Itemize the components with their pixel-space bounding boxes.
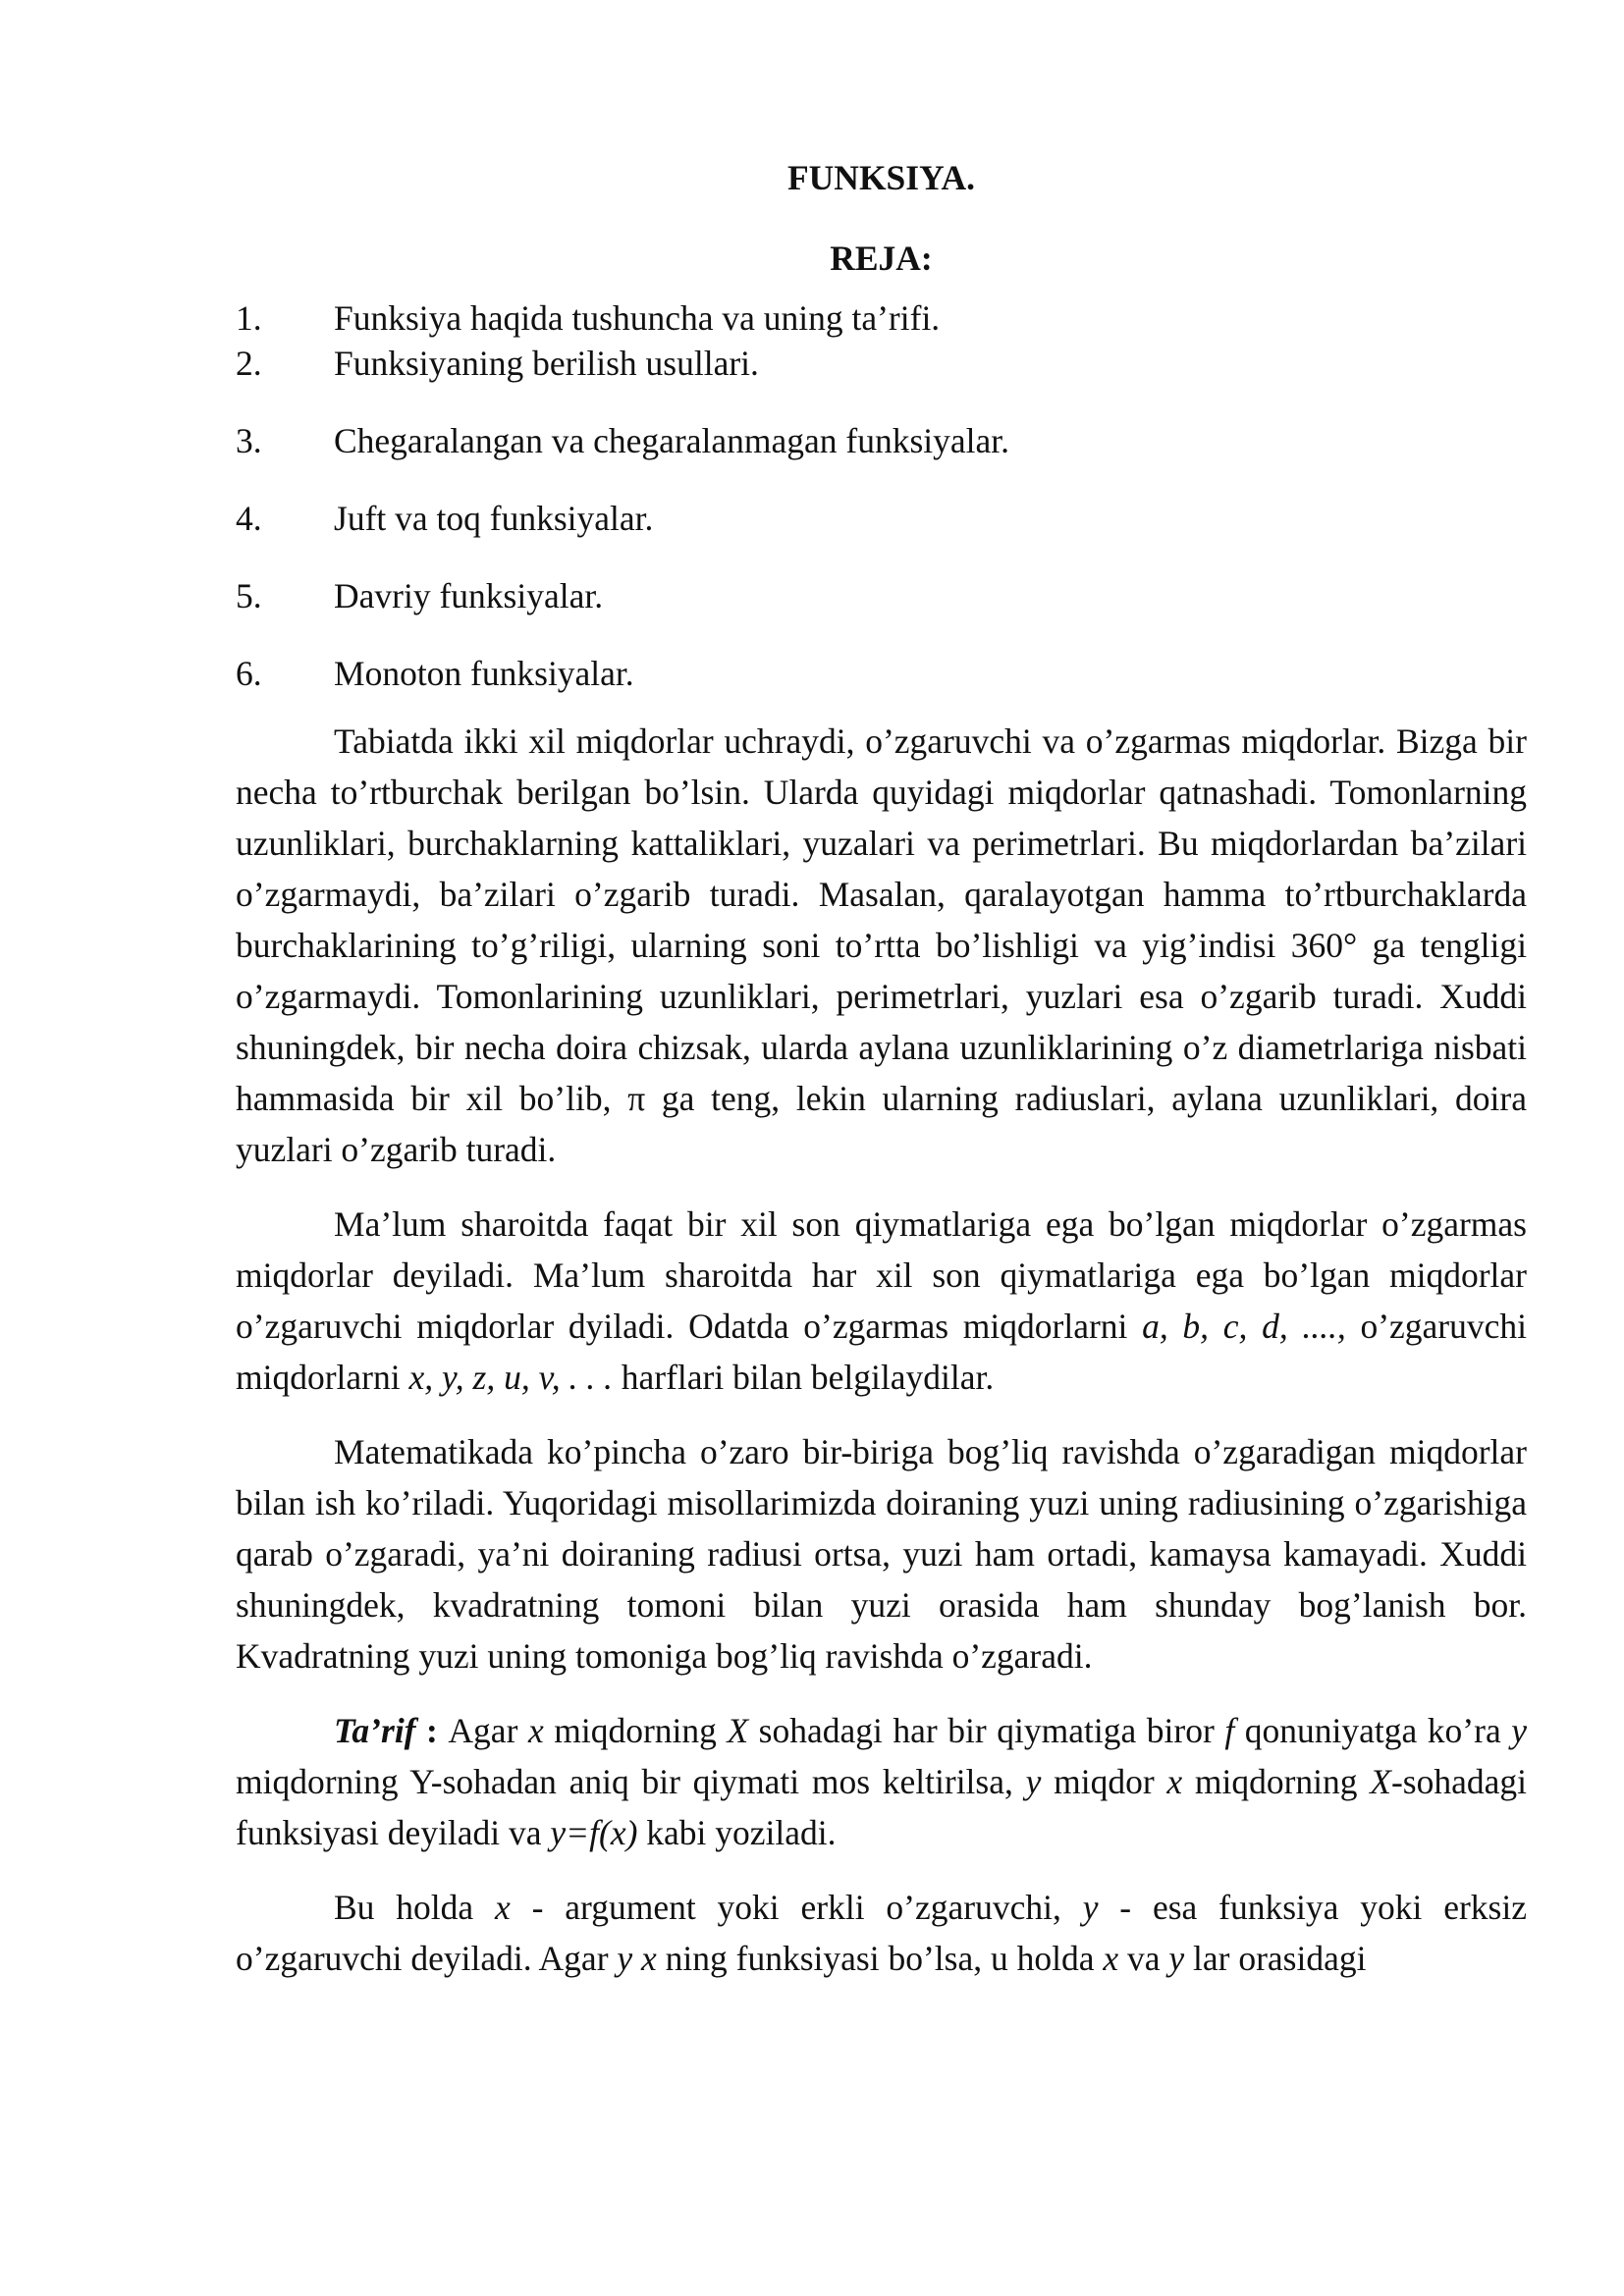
text-run: Ma’lum sharoitda faqat bir xil son qiymatlariga ega bo’lgan miqdorlar o’zgarmas miqdorlar deyiladi. Ma’lum sharoitda har xil son qiymatlariga ega bo’lgan miqdorlar o’zgaruvchi miqdorlar dyiladi. Odatda o’zgarmas miqdorlarni — [236, 1204, 1527, 1346]
var-x: x — [641, 1939, 657, 1978]
list-number: 4. — [236, 499, 262, 538]
list-number: 2. — [236, 344, 262, 383]
definition-label: Ta’rif — [334, 1711, 416, 1750]
list-text: Monoton funksiyalar. — [334, 654, 634, 693]
var-x: x — [495, 1888, 511, 1927]
text-run: Agar — [448, 1711, 528, 1750]
list-number: 6. — [236, 654, 262, 693]
page-title: FUNKSIYA. — [786, 158, 976, 197]
text-run: miqdorning — [1182, 1762, 1371, 1801]
var-y: y — [617, 1939, 633, 1978]
paragraph-dependence: Matematikada ko’pincha o’zaro bir-biriga bog’liq ravishda o’zgaradigan miqdorlar bilan ish ko’riladi. Yuqoridagi misollarimizda doiraning yuzi uning radiusining o’zgarishiga qarab o’zgaradi, ya’ni doiraning radiusi ortsa, yuzi ham ortadi, kamaysa kamayadi. Xuddi shuningdek, kvadratning tomoni bilan yuzi orasida ham shunday bog’lanish bor. Kvadratning yuzi uning tomoniga bog’liq ravishda o’zgaradi. — [236, 1432, 1527, 1676]
var-x: x — [1166, 1762, 1183, 1801]
list-number: 1. — [236, 298, 262, 338]
list-text: Chegaralangan va chegaralanmagan funksiyalar. — [334, 421, 1009, 460]
var-y: y — [1511, 1711, 1528, 1750]
text-run: miqdor — [1041, 1762, 1167, 1801]
var-x: x — [527, 1711, 544, 1750]
plan-list — [236, 295, 1527, 696]
var-X: X — [727, 1711, 749, 1750]
paragraph-constants — [236, 1199, 1527, 1403]
list-item — [236, 573, 1527, 618]
var-x: x — [1103, 1939, 1119, 1978]
text-run: qonuniyatga ko’ra — [1234, 1711, 1512, 1750]
list-item — [236, 496, 1527, 541]
text-run — [632, 1939, 641, 1978]
text-run: kabi yoziladi. — [637, 1813, 837, 1852]
var-y: y — [1025, 1762, 1042, 1801]
text-run: miqdorning Y-sohadan aniq bir qiymati mos keltirilsa, — [236, 1762, 1026, 1801]
list-text: Davriy funksiyalar. — [334, 576, 604, 615]
text-run: - esa funksiya yoki erksiz o’zgaruvchi deyiladi. Agar — [236, 1888, 1527, 1978]
list-number: 3. — [236, 421, 262, 460]
list-item — [236, 418, 1527, 463]
list-text: Juft va toq funksiyalar. — [334, 499, 654, 538]
list-text: Funksiyaning berilish usullari. — [334, 344, 759, 383]
text-run: harflari bilan belgilaydilar. — [612, 1358, 995, 1397]
var-X: X — [1370, 1762, 1391, 1801]
text-run: -sohadagi funksiyasi deyiladi va — [236, 1762, 1527, 1852]
var-y: y — [1168, 1939, 1185, 1978]
italic-variables: x, y, z, u, v, . . . — [408, 1358, 613, 1397]
text-run: ning funksiyasi bo’lsa, u holda — [656, 1939, 1104, 1978]
list-text: Funksiya haqida tushuncha va uning ta’rifi. — [334, 298, 941, 338]
text-run: va — [1118, 1939, 1169, 1978]
text-run: sohadagi har bir qiymatiga biror — [748, 1711, 1225, 1750]
paragraph-argument — [236, 1882, 1527, 1984]
document-page — [236, 152, 1527, 1984]
italic-constants: a, b, c, d, ...., — [1142, 1307, 1346, 1346]
text-run: o’zgaruvchi miqdorlarni — [236, 1307, 1527, 1397]
var-f: f — [1224, 1711, 1235, 1750]
formula-yfx: y=f(x) — [550, 1813, 638, 1852]
definition-colon: : — [415, 1711, 449, 1750]
text-run: miqdorning — [543, 1711, 728, 1750]
plan-heading: REJA: — [830, 239, 933, 278]
text-run: Bu holda — [334, 1888, 495, 1927]
text-run: lar orasidagi — [1184, 1939, 1367, 1978]
list-item — [236, 295, 1527, 341]
var-y: y — [1082, 1888, 1099, 1927]
list-item — [236, 651, 1527, 696]
list-number: 5. — [236, 576, 262, 615]
paragraph-definition — [236, 1705, 1527, 1858]
paragraph-intro: Tabiatda ikki xil miqdorlar uchraydi, o’zgaruvchi va o’zgarmas miqdorlar. Bizga bir necha to’rtburchak berilgan bo’lsin. Ularda quyidagi miqdorlar qatnashadi. Tomonlarning uzunliklari, burchaklarning kattaliklari, yuzalari va perimetrlari. Bu miqdorlardan ba’zilari o’zgarmaydi, ba’zilari o’zgarib turadi. Masalan, qaralayotgan hamma to’rtburchaklarda burchaklarining to’g’riligi, ularning soni to’rtta bo’lishligi va yig’indisi 360° ga tengligi o’zgarmaydi. Tomonlarining uzunliklari, perimetrlari, yuzlari esa o’zgarib turadi. Xuddi shuningdek, bir necha doira chizsak, ularda aylana uzunliklarining o’z diametrlariga nisbati hammasida bir xil bo’lib, π ga teng, lekin ularning radiuslari, aylana uzunliklari, doira yuzlari o’zgarib turadi. — [236, 721, 1527, 1169]
text-run: - argument yoki erkli o’zgaruvchi, — [510, 1888, 1083, 1927]
list-item — [236, 341, 1527, 386]
